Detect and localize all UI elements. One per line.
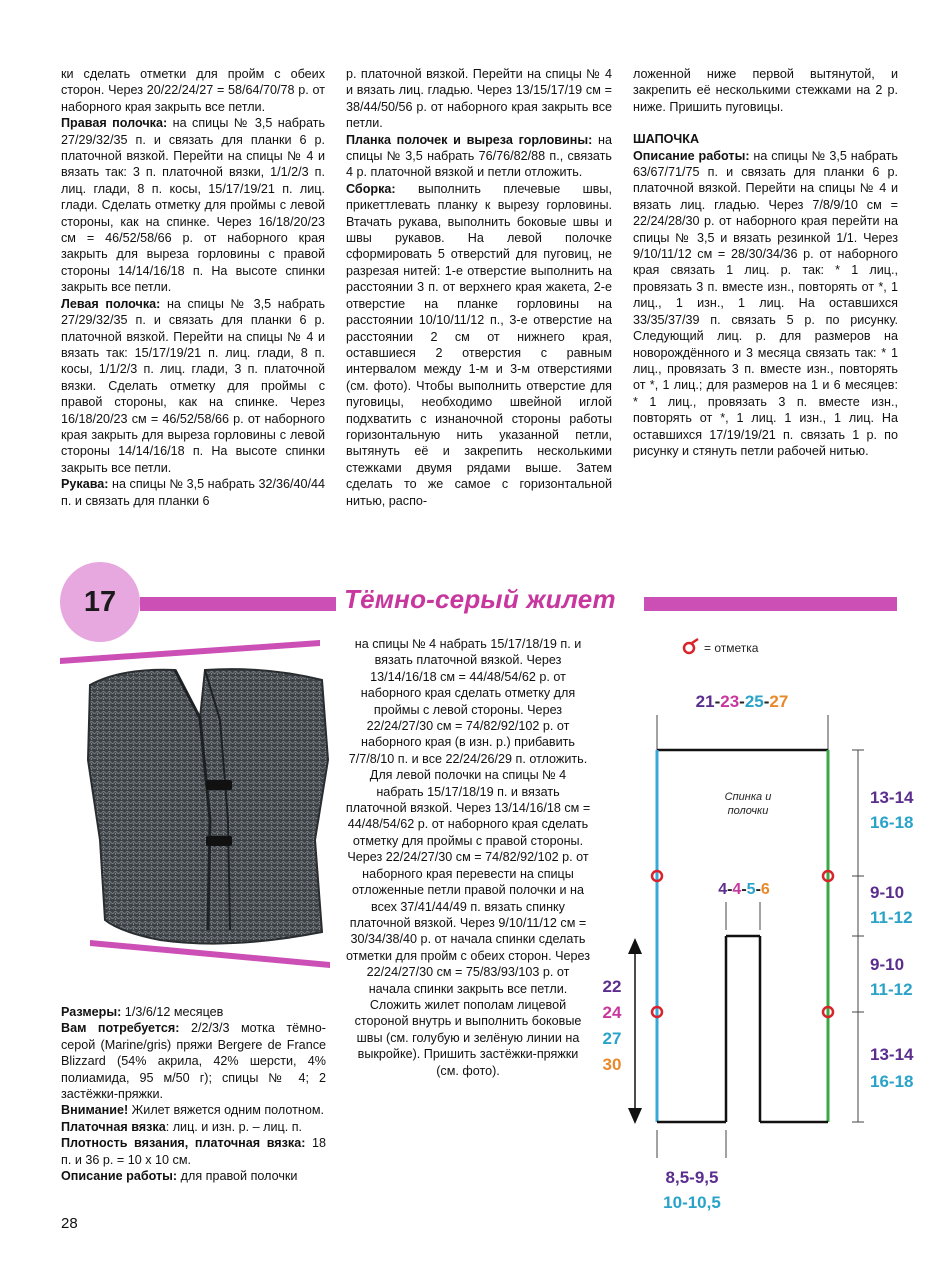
right-dims: [870, 788, 914, 1091]
decor-stripe: [60, 640, 320, 664]
right-dimension-ruler: [852, 750, 864, 1122]
bottom-width-label: 10-10,5: [663, 1193, 721, 1212]
hat-heading: ШАПОЧКА: [633, 132, 700, 147]
attention-label: Внимание!: [61, 1103, 129, 1118]
header-bar-right: [644, 597, 897, 611]
legend: [684, 639, 759, 655]
dim-label: 13-14: [870, 1045, 914, 1064]
left-front-text: на спицы № 3,5 набрать 27/29/32/35 п. и связать для планки 6 р. платочной вязкой. Перейти на спицы № 4 и вязать так: 15/17/19/21 п. лиц. глади, 8 п. косы, 1/1/2/3 п. лиц. глади, 3 п. платочной вязки. Сделать отметку для проймы с правой стороны, как на спинке. Через 16/18/20/23 см = 46/52/58/66 р. от наборного края закрыть для выреза горловины с левой стороны 14/14/16/18 п. На высоте спинки закрыть все петли.: [61, 296, 326, 475]
work-text: для правой полочки: [177, 1169, 298, 1184]
buckle-icon: [206, 836, 232, 846]
sleeves-label: Рукава:: [61, 477, 109, 492]
paragraph: ложенной ниже первой вытянутой, и закрепить её несколькими стежками на 2 р. ниже. Пришить пуговицы.: [633, 67, 898, 114]
sizes-label: Размеры:: [61, 1005, 122, 1019]
column-3: [633, 66, 898, 459]
column-4: [61, 1004, 326, 1184]
gauge-label: Плотность вязания, платочная вязка:: [61, 1136, 306, 1151]
dim-label: 11-12: [870, 980, 913, 999]
height-arrow: [628, 938, 642, 1124]
hat-text: на спицы № 3,5 набрать 63/67/71/75 п. и связать для планки 6 р. платочной вязкой. Перейти на спицы № 4 и вязать лиц. гладью. Через 7/8/9/10 см = 22/24/28/30 р. от наборного края перейти на спицы № 3,5 и вязать резинкой 1/1. Через 9/10/11/12 см = 28/30/34/36 р. от наборного края связать 1 лиц. р. так: * 1 лиц., провязать 3 п. вместе изн., повторять от *, 1 лиц., 1 изн., 1 лиц. На оставшихся 33/35/37/39 п. связать 5 р. по рисунку. Следующий лиц. р. для размеров на новорождённого и 3 месяца связать так: * 1 лиц., провязать 3 п. вместе изн., повторять от *, 1 лиц.; для размеров на 1 и 6 месяцев: * 1 лиц., провязать 3 п. вместе изн., повторять от *, 1 лиц. 1 изн., 1 лиц. На оставшихся 17/19/19/21 п. связать 1 р. по рисунку и стянуть петли рабочей нитью.: [633, 148, 898, 458]
paragraph: р. платочной вязкой. Перейти на спицы № 4 и вязать лиц. гладью. Через 13/15/17/19 см = 38/44/50/56 р. от наборного края закрыть все петли.: [346, 67, 612, 131]
dim-label: 24: [602, 1003, 622, 1022]
column-1: [61, 66, 325, 509]
assembly-text: выполнить плечевые швы, прикеттлевать планку к вырезу горловины. Втачать рукава, выполнить боковые швы и швы рукавов. На левой полочке сформировать 5 отверстий для пуговиц, не разрезая нитей: 1-е отверстие выполнить на расстоянии 3 п. от верхнего края жакета, 2-е отверстие на планке горловины на расстоянии 10/10/11/12 п., 3-е отверстие на расстоянии 2 см от нижнего края, оставшиеся 2 отверстия с равным интервалом между 1-м и 3-м отверстиями (см. фото). Чтобы выполнить отверстие для пуговицы, необходимо швейной иглой подхватить с изнаночной стороны работы горизонтальную нить указанной петли, вытянуть её и закрепить несколькими стежками двумя рядами выше. Затем сделать то же самое с горизонтальной нитью, распо-: [346, 181, 612, 508]
left-height-labels: [603, 977, 622, 1074]
section-number: 17: [83, 586, 117, 618]
dim-label: 27: [602, 1029, 622, 1048]
attention-text: Жилет вяжется одним полотном.: [128, 1103, 325, 1118]
page-number: 28: [61, 1215, 78, 1232]
section-number-badge: [60, 562, 140, 642]
dim-label: 16-18: [870, 1072, 914, 1091]
header-bar-left: [140, 597, 336, 611]
dim-label: 13-14: [870, 788, 914, 807]
column-2: [346, 66, 612, 509]
dim-label: 9-10: [870, 883, 905, 902]
panel-label: Спинка и: [724, 791, 772, 803]
marker-icon: [684, 643, 694, 653]
paragraph: на спицы № 4 набрать 15/17/18/19 п. и вязать платочной вязкой. Через 13/14/16/18 см = 44/48/54/62 р. от наборного края сделать отметку для проймы с левой стороны. Через 22/24/27/30 см = 74/82/92/102 р. от наборного края (в изн. р.) прибавить 7/7/8/10 п. и все 22/24/26/29 п. отложить. Для левой полочки на спицы № 4 набрать 15/17/18/19 п. и вязать платочной вязкой. Через 13/14/16/18 см = 44/48/54/62 р. от наборного края сделать отметку для проймы с правой стороны. Через 22/24/27/30 см = 74/82/92/102 р. от наборного края перевести на спицы отложенные петли правой полочки и на всех 37/41/44/49 п. вязать спинку платочной вязкой. Через 9/10/11/12 см = 30/34/38/40 р. от начала спинки сделать отметки для пройм с обеих сторон. Через 22/24/27/30 см = 75/83/93/103 р. от начала спинки закрыть все петли. Сложить жилет пополам лицевой стороной внутрь и выполнить боковые швы (см. голубую и зелёную линии на выкройке). Пришить застёжки-пряжки (см. фото).: [345, 637, 591, 1078]
paragraph: ки сделать отметки для пройм с обеих сторон. Через 20/22/24/27 = 58/64/70/78 р. от наборного края закрыть все петли.: [61, 67, 325, 114]
panel-label: полочки: [727, 805, 769, 817]
bottom-width-label: 8,5-9,5: [665, 1168, 719, 1187]
gap-width-label: 4-4-5-6: [718, 881, 770, 898]
pattern-schematic: [590, 630, 930, 1220]
placket-label: Планка полочек и выреза горловины:: [346, 132, 593, 147]
hat-label: Описание работы:: [633, 148, 750, 163]
sizes-text: 1/3/6/12 месяцев: [121, 1005, 224, 1019]
needs-text: 2/2/3/3 мотка тёмно-серой (Marine/gris) пряжи Bergere de France Blizzard (54% акрила, 42% шерсти, 4% полиамида, 95 м/50 г); спицы № 4; 2 застёжки-пряжки.: [61, 1021, 327, 1102]
dim-label: 22: [602, 977, 622, 996]
stitch-label: Платочная вязка: [61, 1119, 166, 1134]
dim-label: 16-18: [870, 813, 914, 832]
dim-label: 9-10: [870, 955, 905, 974]
placket-text: на спицы № 3,5 набрать 76/76/82/88 п., связать 4 р. платочной вязкой и петли отложить.: [346, 132, 612, 180]
dim-label: 11-12: [870, 908, 913, 927]
section-title: Тёмно-серый жилет: [344, 584, 616, 614]
right-front-text: на спицы № 3,5 набрать 27/29/32/35 п. и связать для планки 6 р. платочной вязкой. Перейти на спицы № 4 и вязать так: 3 п. платочной вязки, 1/1/2/3 п. лиц. глади, 8 п. косы, 15/17/19/21 п. лиц. глади. Сделать отметку для проймы с левой стороны, как на спинке. Через 16/18/20/23 см = 46/52/58/66 р. от наборного края закрыть для выреза горловины с правой стороны 14/14/16/18 п. На высоте спинки закрыть все петли.: [61, 116, 326, 295]
legend-text: = отметка: [704, 641, 759, 655]
buckle-icon: [206, 780, 232, 790]
column-5: [345, 636, 591, 1079]
vest-photo: [60, 640, 340, 980]
work-label: Описание работы:: [61, 1169, 178, 1184]
left-front-label: Левая полочка:: [61, 296, 161, 311]
dim-label: 30: [602, 1055, 622, 1074]
gauge-text: 18 п. и 36 р. = 10 х 10 см.: [61, 1136, 326, 1167]
sleeves-text: на спицы № 3,5 набрать 32/36/40/44 п. и связать для планки 6: [61, 477, 325, 508]
right-front-label: Правая полочка:: [61, 116, 168, 131]
assembly-label: Сборка:: [346, 181, 396, 196]
needs-label: Вам потребуется:: [61, 1021, 180, 1036]
top-width-label: 21-23-25-27: [695, 692, 789, 711]
stitch-text: : лиц. и изн. р. – лиц. п.: [165, 1119, 303, 1134]
